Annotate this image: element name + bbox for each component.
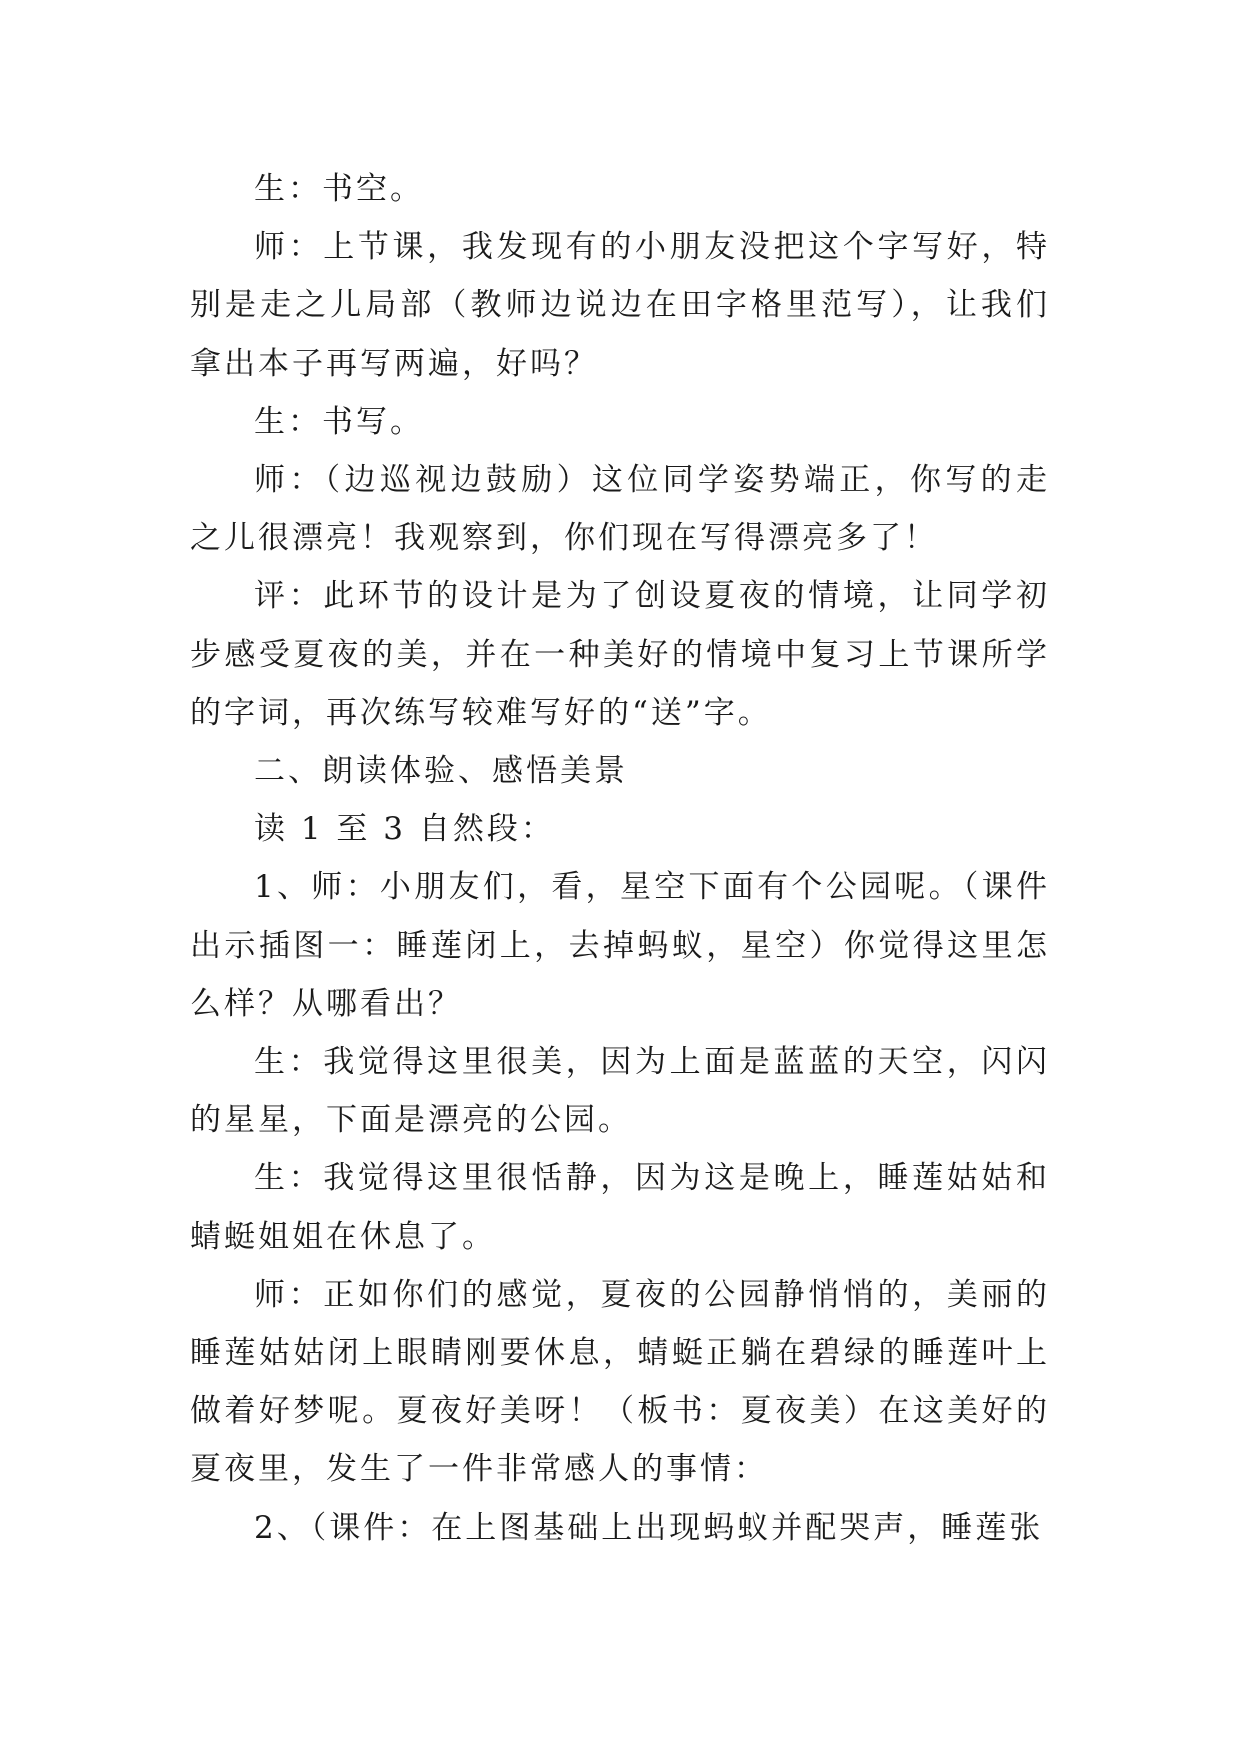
paragraph: 生：我觉得这里很恬静，因为这是晚上，睡莲姑姑和蜻蜓姐姐在休息了。	[190, 1160, 1050, 1255]
paragraph: 师：正如你们的感觉，夏夜的公园静悄悄的，美丽的睡莲姑姑闭上眼睛刚要休息，蜻蜓正躺在碧绿的睡莲叶上做着好梦呢。夏夜好美呀！（板书：夏夜美）在这美好的夏夜里，发生了一件非常感人的事情：	[190, 1276, 1050, 1488]
paragraph: 评：此环节的设计是为了创设夏夜的情境，让同学初步感受夏夜的美，并在一种美好的情境中复习上节课所学的字词，再次练写较难写好的“送”字。	[190, 578, 1050, 731]
paragraph: 生：书写。	[254, 403, 424, 440]
paragraph: 读 1 至 3 自然段：	[254, 811, 555, 848]
paragraph: 1、师：小朋友们，看，星空下面有个公园呢。（课件出示插图一：睡莲闭上，去掉蚂蚁，星空）你觉得这里怎么样？从哪看出？	[190, 869, 1050, 1022]
paragraph: 师：（边巡视边鼓励）这位同学姿势端正，你写的走之儿很漂亮！我观察到，你们现在写得漂亮多了！	[190, 462, 1050, 557]
paragraph: 生：我觉得这里很美，因为上面是蓝蓝的天空，闪闪的星星，下面是漂亮的公园。	[190, 1044, 1050, 1139]
paragraph: 师：上节课，我发现有的小朋友没把这个字写好，特别是走之儿局部（教师边说边在田字格里范写），让我们拿出本子再写两遍，好吗？	[190, 229, 1050, 382]
document-body	[190, 160, 1050, 1557]
section-heading: 二、朗读体验、感悟美景	[254, 753, 628, 790]
paragraph: 2、（课件：在上图基础上出现蚂蚁并配哭声，睡莲张	[254, 1509, 1044, 1546]
paragraph: 生：书空。	[254, 171, 424, 207]
